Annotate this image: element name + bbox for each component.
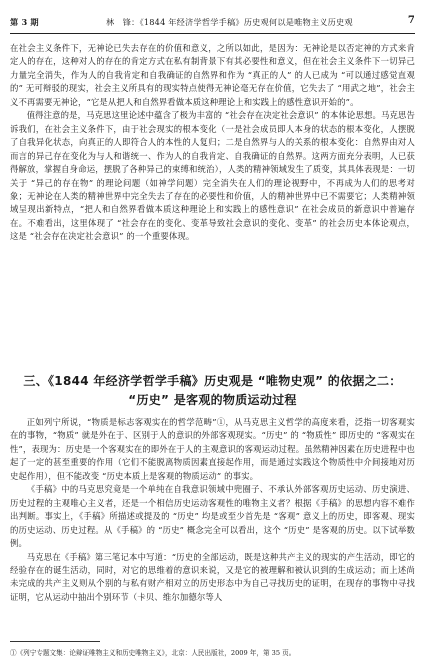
paragraph: 值得注意的是，马克思这里论述中蕴含了极为丰富的 “社会存在决定社会意识” 的本体论思想。马克思告诉我们，在社会主义条件下，由于社会现实的根本变化（一是社会成员即人本身的状态的根本变化，人摆脱了自我异化状态，向真正的人即符合人的本性的人复归；二是自然界与人的关系的根本变化：自然界由对人而言的异己存在变化为与人和谐统一、作为人的自我肯定、自我确证的自然界。这两方面充分表明，人已获得解放，掌握自身命运，摆脱了各种异己的束缚和统治），人类的精神领域发生了质变，其具体表现是：一切关于 “异己的存在物” 的理论问题（如神学问题）完全消失在人们的理论视野中，不再成为人们的思考对象；无神论在人类的精神世界中完全失去了存在的必要性和价值，人的精神世界中已不需要它；人类精神领域呈现出新特点，“把人和自然界看做本质这种理论上和实践上的感性意识” 在社会成员的新意识中普遍存在。不难看出，这里体现了 “社会存在的变化、变革导致社会意识的变化、变革” 的社会历史本体论观点，这是 “社会存在决定社会意识” 的一个重要体现。	[10, 110, 415, 242]
running-header	[10, 14, 415, 30]
section-heading-line2: “历史” 是客观的物质运动过程	[128, 393, 297, 407]
page-number: 7	[407, 15, 415, 26]
paragraph: 在社会主义条件下，无神论已失去存在的价值和意义，之所以如此，是因为：无神论是以否定神的方式来肯定人的存在，这种对人的存在的肯定方式在私有制背景下有其必要性和意义，但在社会主义条件下一切异己力量完全消失，作为人的自我肯定和自我确证的自然界和作为 “真正的人” 的人已成为 “可以通过感觉直观的” 无可辩驳的现实，社会主义所具有的现实特点使得无神论毫无存在价值，它失去了 “用武之地”，社会主义不再需要无神论，“它是从把人和自然界看做本质这种理论上和实践上的感性意识开始的”。	[10, 43, 415, 107]
paragraph: 马克思在《手稿》第三笔记本中写道：“历史的全部运动，既是这种共产主义的现实的产生活动，即它的经验存在的诞生活动，同时，对它的思维着的意识来说，又是它的被理解和被认识到的生成运动；而上述尚未完成的共产主义则从个别的与私有财产相对立的历史形态中为自己寻找历史的证明，在现存的事物中寻找证明，它从运动中抽出个别环节（卡贝、维尔加德尔等人	[10, 551, 415, 602]
body-text-bottom	[10, 416, 415, 604]
issue-number: 第 3 期	[10, 17, 39, 27]
running-title: 林 锋：《1844 年经济学哲学手稿》历史观何以是唯物主义历史观	[106, 17, 353, 27]
paragraph: 《手稿》中的马克思究竟是一个单纯在自我意识领域中兜圈子、不承认外部客观历史运动、历史演进、历史过程的主观唯心主义者，还是一个相信历史运动客观性的唯物主义者？根据《手稿》的思想内容不难作出判断。事实上，《手稿》所描述或提及的 “历史” 均是或至少首先是 “客观” 意义上的历史，即客观、现实的历史运动、历史过程。从《手稿》的 “历史” 概念完全可以看出，这个 “历史” 是客观的历史。以下试举数例。	[10, 484, 415, 549]
body-text-top	[10, 42, 415, 244]
header-rule	[10, 33, 415, 34]
section-heading-line1: 三、《1844 年经济学哲学手稿》历史观是 “唯物史观” 的依据之二：	[23, 374, 402, 388]
footnote: ①《列宁专题文集：论辩证唯物主义和历史唯物主义》，北京：人民出版社，2009 年，第 35 页。	[10, 649, 296, 657]
paragraph: 正如列宁所说，“物质是标志客观实在的哲学范畴”①，从马克思主义哲学的高度来看，泛指一切客观实在的事物，“物质” 就是外在于、区别于人的意识的外部客观现实。“历史” 的 “物质性” 即历史的 “客观实在性”，表现为：历史是一个客观实在的即外在于人的主观意识的客观运动过程。虽然精神因素在历史进程中也起了一定的甚至重要的作用（它们不能脱离物质因素直接起作用，而是通过实践这个物质性中介间接地对历史起作用），但不能改变 “历史本质上是客观的物质运动” 的事实。	[10, 417, 415, 481]
footnote-rule	[10, 641, 100, 642]
